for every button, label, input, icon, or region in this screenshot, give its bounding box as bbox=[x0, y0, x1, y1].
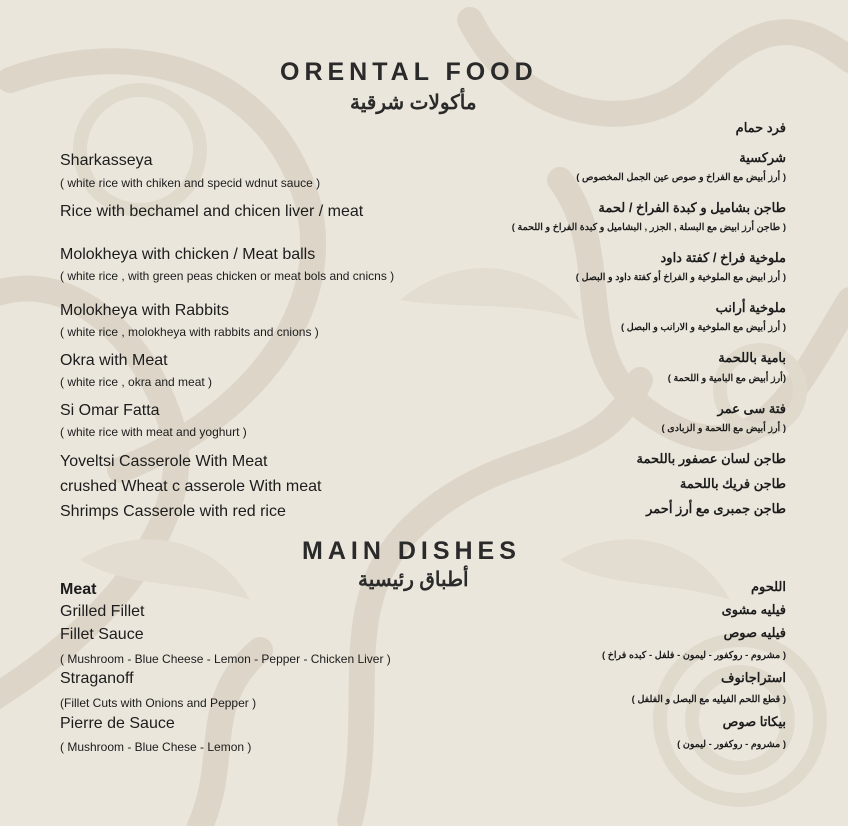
menu-item-description-arabic: ( قطع اللحم الفيليه مع البصل و الفلفل ) bbox=[631, 694, 786, 705]
menu-item-name-arabic: فتة سى عمر bbox=[717, 401, 786, 416]
category-heading: Meat bbox=[60, 581, 97, 598]
menu-item-description-arabic: (أرز أبيض مع البامية و اللحمة ) bbox=[667, 373, 786, 384]
menu-item-name-arabic: ملوخية أرانب bbox=[715, 300, 786, 315]
menu-item-description-arabic: ( أرز أبيض مع الملوخية و الارانب و البصل ) bbox=[620, 322, 786, 333]
menu-item-name: Sharkasseya bbox=[60, 152, 153, 169]
menu-item-name-arabic: بامية باللحمة bbox=[718, 350, 786, 365]
menu-item-name: Fillet Sauce bbox=[60, 626, 144, 643]
menu-item-description-arabic: ( أرز أبيض مع اللحمة و الزبادى ) bbox=[661, 423, 786, 434]
section-title-main-arabic: أطباق رئيسية bbox=[358, 569, 469, 591]
section-title-oriental: ORENTAL FOOD bbox=[280, 58, 538, 86]
section-title-main: MAIN DISHES bbox=[302, 537, 521, 565]
menu-item-description: ( Mushroom - Blue Chese - Lemon ) bbox=[60, 740, 252, 754]
menu-item-description-arabic: ( أرز ابيض مع الملوخية و الفراخ أو كفتة داود و البصل ) bbox=[575, 272, 786, 283]
menu-item-name-arabic: استراجانوف bbox=[720, 670, 786, 685]
menu-item-name-arabic: طاجن فريك باللحمة bbox=[679, 476, 786, 491]
menu-item-name-arabic: طاجن بشاميل و كبدة الفراخ / لحمة bbox=[598, 200, 786, 215]
menu-item-name: Si Omar Fatta bbox=[60, 402, 160, 419]
menu-item-name: Straganoff bbox=[60, 670, 134, 687]
menu-item-description: (Fillet Cuts with Onions and Pepper ) bbox=[60, 696, 257, 710]
menu-item-name: Okra with Meat bbox=[60, 352, 168, 369]
menu-item-name-arabic: طاجن جمبرى مع أرز أحمر bbox=[646, 501, 786, 516]
menu-item-description: ( white rice , molokheya with rabbits and cnions ) bbox=[60, 325, 319, 339]
menu-item-name: Yoveltsi Casserole With Meat bbox=[60, 453, 268, 470]
menu-item-name-arabic: فيليه صوص bbox=[723, 625, 786, 640]
menu-item-name: Grilled Fillet bbox=[60, 603, 145, 620]
arabic-intro-label: فرد حمام bbox=[735, 120, 786, 135]
menu-item-description: ( Mushroom - Blue Cheese - Lemon - Pepper - Chicken Liver ) bbox=[60, 652, 391, 666]
menu-item-name-arabic: بيكاتا صوص bbox=[722, 714, 786, 729]
menu-item-description-arabic: ( طاجن أرز ابيض مع البسلة , الجزر , البشاميل و كبدة الفراخ و اللحمة ) bbox=[511, 222, 786, 233]
menu-item-name-arabic: ملوخية فراخ / كفتة داود bbox=[660, 250, 786, 265]
menu-item-name: Rice with bechamel and chicen liver / meat bbox=[60, 203, 364, 220]
menu-item-name-arabic: فيليه مشوى bbox=[721, 602, 786, 617]
menu-item-name-arabic: شركسية bbox=[739, 150, 786, 165]
menu-item-name: Molokheya with chicken / Meat balls bbox=[60, 246, 316, 263]
menu-item-name: crushed Wheat c asserole With meat bbox=[60, 478, 322, 495]
menu-item-description-arabic: ( مشروم - روكفور - ليمون ) bbox=[677, 739, 786, 750]
menu-item-name: Molokheya with Rabbits bbox=[60, 302, 229, 319]
menu-item-description-arabic: ( مشروم - روكفور - ليمون - فلفل - كبده فراخ ) bbox=[601, 650, 786, 661]
menu-item-name: Pierre de Sauce bbox=[60, 715, 175, 732]
menu-item-description: ( white rice , okra and meat ) bbox=[60, 375, 213, 389]
menu-item-name: Shrimps Casserole with red rice bbox=[60, 503, 286, 520]
section-title-oriental-arabic: مأكولات شرقية bbox=[350, 92, 477, 114]
menu-item-description-arabic: ( أرز أبيض مع الفراخ و صوص عين الجمل المخصوص ) bbox=[576, 172, 786, 183]
category-heading-arabic: اللحوم bbox=[750, 579, 786, 594]
menu-item-name-arabic: طاجن لسان عصفور باللحمة bbox=[636, 451, 786, 466]
menu-item-description: ( white rice , with green peas chicken or meat bols and cnicns ) bbox=[60, 269, 395, 283]
menu-item-description: ( white rice with meat and yoghurt ) bbox=[60, 425, 247, 439]
menu-item-description: ( white rice with chiken and specid wdnut sauce ) bbox=[60, 176, 321, 190]
